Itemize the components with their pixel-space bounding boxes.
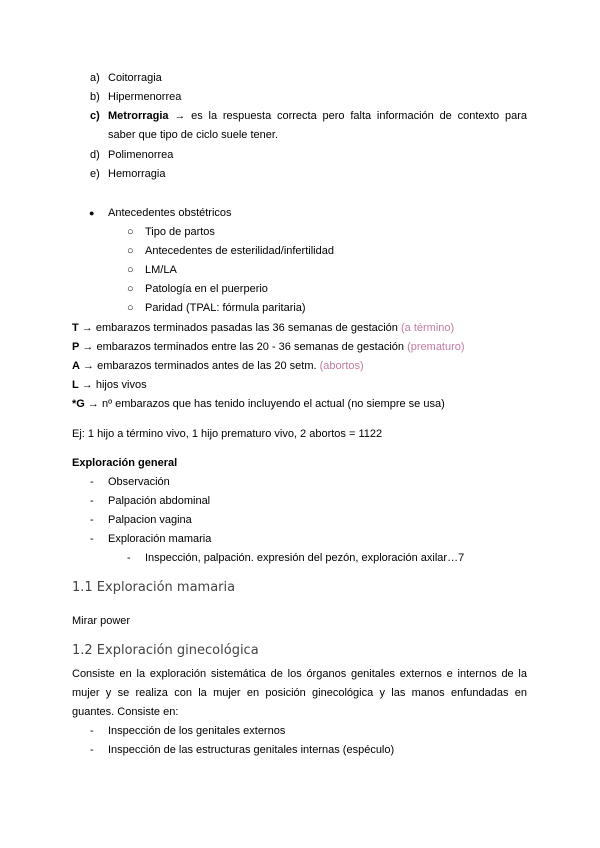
tpal-line [72, 397, 445, 411]
heading-1-1: 1.1 Exploración mamaria [72, 580, 236, 595]
sub-item: Antecedentes de esterilidad/infertilidad [145, 245, 334, 257]
option-text: Hipermenorrea [108, 91, 182, 103]
sub-item: Tipo de partos [145, 226, 215, 238]
tpal-key: L [72, 379, 79, 391]
sub-item: Inspección, palpación. expresión del pezón, exploración axilar…7 [145, 552, 465, 564]
option-text-continued: saber que tipo de ciclo suele tener. [108, 129, 279, 141]
tpal-line [72, 359, 364, 373]
circle-bullet-icon: ○ [127, 302, 134, 314]
sub-item: LM/LA [145, 264, 177, 276]
dash-icon: - [90, 476, 94, 488]
dash-icon: - [90, 725, 94, 737]
bullet-icon: ● [89, 208, 95, 218]
tpal-line [72, 321, 454, 335]
heading-1-2: 1.2 Exploración ginecológica [72, 643, 259, 658]
dash-icon: - [90, 744, 94, 756]
tpal-text: → embarazos terminados antes de las 20 setm. [83, 360, 317, 372]
section-heading: Exploración general [72, 457, 178, 469]
dash-icon: - [90, 514, 94, 526]
tpal-text: → embarazos terminados entre las 20 - 36 semanas de gestación [82, 341, 405, 353]
tpal-line [72, 378, 147, 392]
list-item: Inspección de los genitales externos [108, 725, 286, 737]
list-item: Palpacion vagina [108, 514, 192, 526]
tpal-key: P [72, 341, 80, 353]
option-comment: → es la respuesta correcta pero falta información de contexto para [174, 110, 527, 122]
tpal-key: *G [72, 398, 85, 410]
circle-bullet-icon: ○ [127, 264, 134, 276]
paragraph-line: Consiste en la exploración sistemática de los órganos genitales externos e internos de la [72, 668, 527, 680]
bullet-text: Antecedentes obstétricos [108, 207, 232, 219]
tpal-key: T [72, 322, 79, 334]
circle-bullet-icon: ○ [127, 283, 134, 295]
option-marker: c) [90, 110, 100, 122]
tpal-text: → nº embarazos que has tenido incluyendo el actual (no siempre se usa) [87, 398, 445, 410]
dash-icon: - [127, 552, 131, 564]
option-bold: Metrorragia [108, 110, 169, 122]
option-marker: b) [90, 91, 100, 103]
example-text: Ej: 1 hijo a término vivo, 1 hijo prematuro vivo, 2 abortos = 1122 [72, 428, 383, 440]
sub-item: Paridad (TPAL: fórmula paritaria) [145, 302, 306, 314]
list-item: Observación [108, 476, 170, 488]
tpal-text: → embarazos terminados pasadas las 36 semanas de gestación [81, 322, 398, 334]
circle-bullet-icon: ○ [127, 226, 134, 238]
option-marker: a) [90, 72, 100, 84]
paragraph-line: mujer y se realiza con la mujer en posición ginecológica y las manos enfundadas en [72, 687, 527, 699]
option-marker: d) [90, 149, 100, 161]
list-item: Palpación abdominal [108, 495, 211, 507]
tpal-text: → hijos vivos [81, 379, 147, 391]
dash-icon: - [90, 495, 94, 507]
tpal-note: (prematuro) [407, 341, 465, 353]
dash-icon: - [90, 533, 94, 545]
circle-bullet-icon: ○ [127, 245, 134, 257]
tpal-key: A [72, 360, 80, 372]
section-text: Mirar power [72, 615, 131, 627]
paragraph-line: guantes. Consiste en: [72, 706, 179, 718]
tpal-note: (a término) [400, 322, 455, 334]
option-text: Polimenorrea [108, 149, 174, 161]
option-text: Hemorragia [108, 168, 166, 180]
sub-item: Patología en el puerperio [145, 283, 268, 295]
option-text: Coitorragia [108, 72, 162, 84]
option-text [108, 109, 527, 123]
list-item: Inspección de las estructuras genitales internas (espéculo) [108, 744, 395, 756]
list-item: Exploración mamaria [108, 533, 212, 545]
tpal-line [72, 340, 465, 354]
option-marker: e) [90, 168, 100, 180]
tpal-note: (abortos) [319, 360, 364, 372]
